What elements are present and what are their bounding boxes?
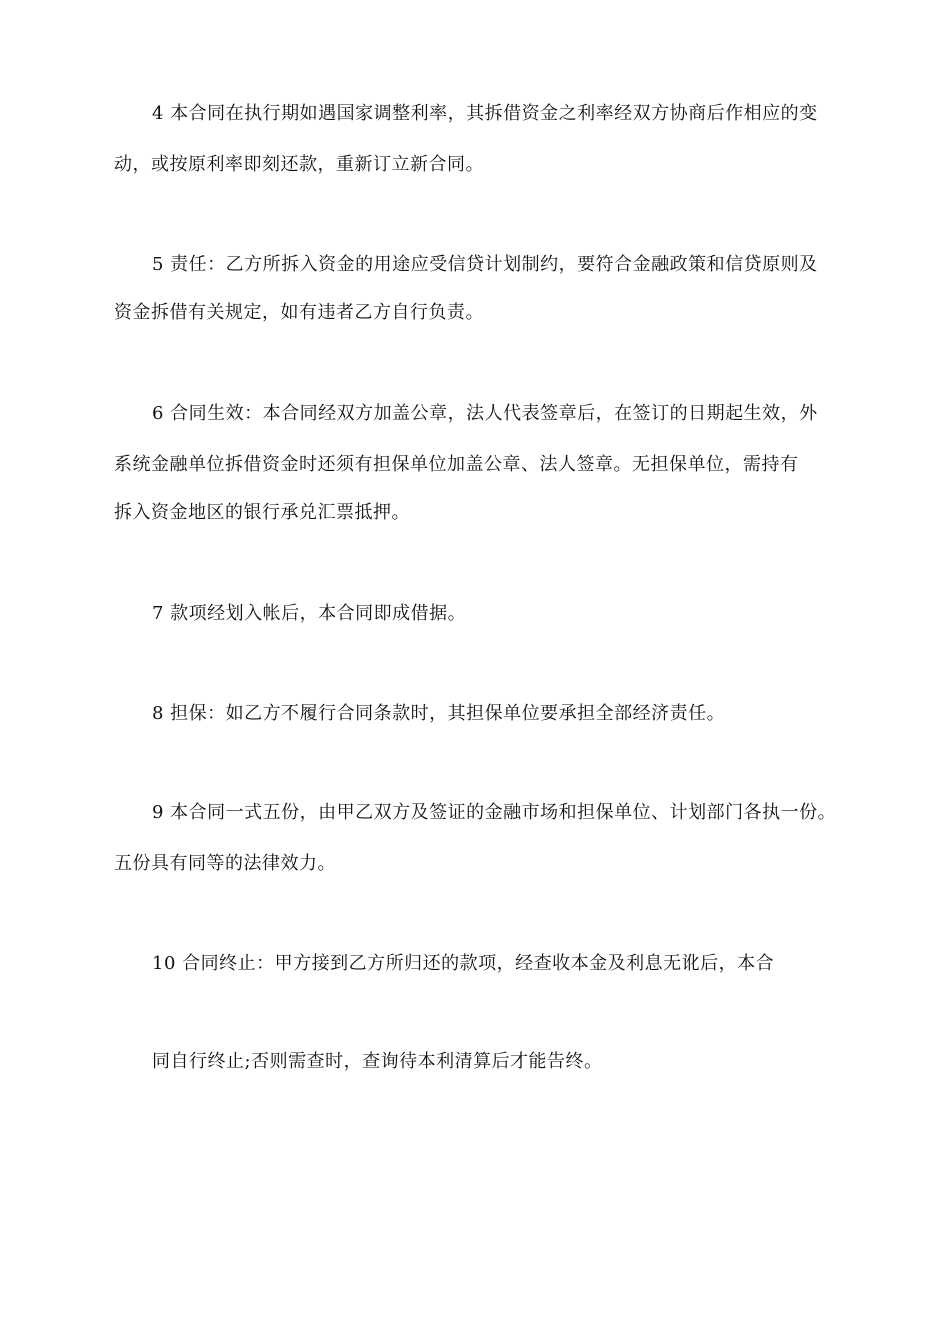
clause-9-line-2: 五份具有同等的法律效力。 — [114, 853, 336, 874]
clause-6-line-3: 拆入资金地区的银行承兑汇票抵押。 — [114, 502, 410, 523]
clause-7-line-1: 7 款项经划入帐后，本合同即成借据。 — [152, 603, 467, 624]
clause-10-line-1: 10 合同终止：甲方接到乙方所归还的款项，经查收本金及利息无讹后，本合 — [152, 953, 775, 974]
clause-8-line-1: 8 担保：如乙方不履行合同条款时，其担保单位要承担全部经济责任。 — [152, 703, 726, 724]
clause-4-line-2: 动，或按原利率即刻还款，重新订立新合同。 — [114, 154, 484, 175]
clause-5-line-2: 资金拆借有关规定，如有违者乙方自行负责。 — [114, 302, 484, 323]
clause-4-line-1: 4 本合同在执行期如遇国家调整利率，其拆借资金之利率经双方协商后作相应的变 — [152, 103, 818, 124]
clause-9-line-1: 9 本合同一式五份，由甲乙双方及签证的金融市场和担保单位、计划部门各执一份。 — [152, 802, 837, 823]
clause-6-line-2: 系统金融单位拆借资金时还须有担保单位加盖公章、法人签章。无担保单位，需持有 — [114, 454, 799, 475]
clause-6-line-1: 6 合同生效：本合同经双方加盖公章，法人代表签章后，在签订的日期起生效，外 — [152, 403, 818, 424]
clause-5-line-1: 5 责任：乙方所拆入资金的用途应受信贷计划制约，要符合金融政策和信贷原则及 — [152, 254, 818, 275]
clause-10-line-2: 同自行终止;否则需查时，查询待本利清算后才能告终。 — [152, 1051, 603, 1072]
